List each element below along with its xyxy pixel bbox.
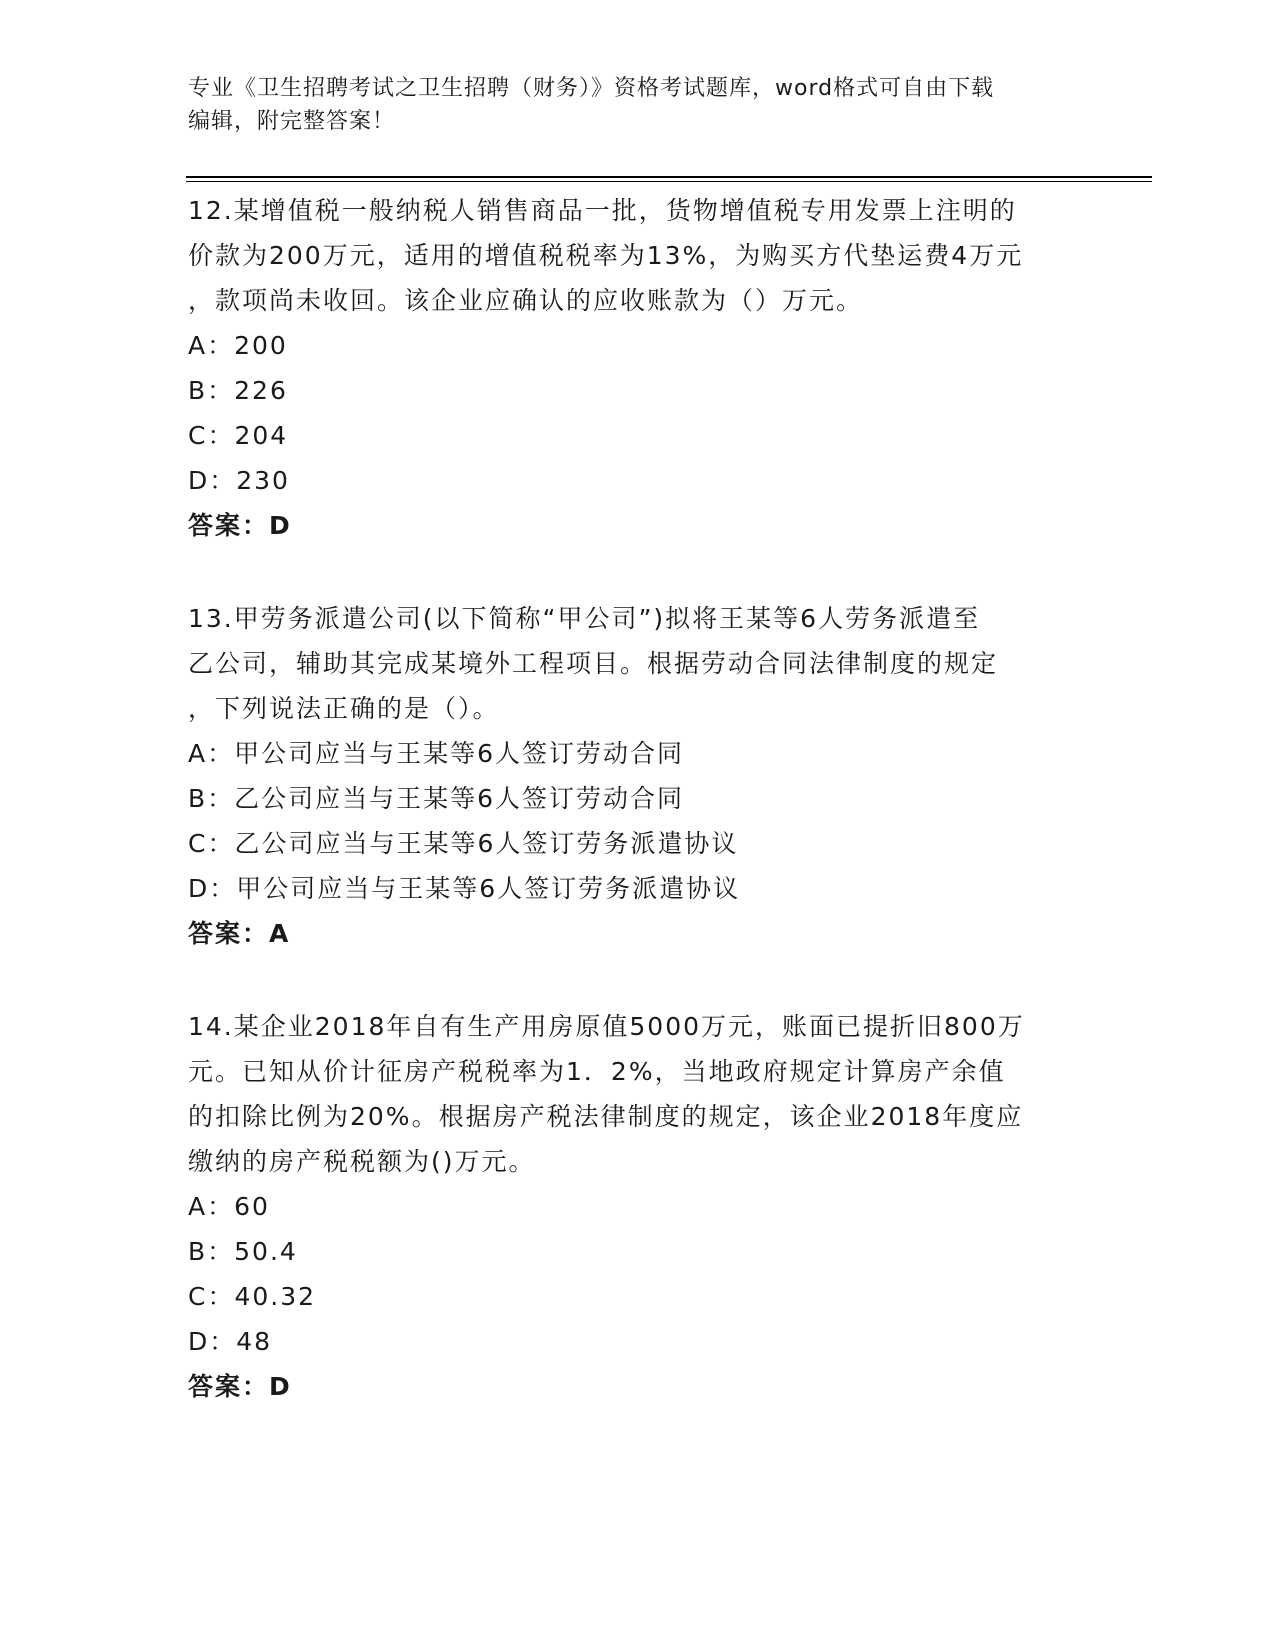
- option-d: D：230: [188, 466, 290, 495]
- question-text-line: ，款项尚未收回。该企业应确认的应收账款为（）万元。: [188, 286, 864, 315]
- option-d: D：甲公司应当与王某等6人签订劳务派遣协议: [188, 874, 741, 903]
- question-12: [188, 188, 1148, 548]
- question-text-line: 14.某企业2018年自有生产用房原值5000万元，账面已提折旧800万: [188, 1012, 1025, 1041]
- header-line: 编辑，附完整答案！: [188, 109, 396, 134]
- question-text-line: 13.甲劳务派遣公司(以下简称“甲公司”)拟将王某等6人劳务派遣至: [188, 604, 981, 633]
- option-b: B：226: [188, 376, 288, 405]
- question-text-line: 缴纳的房产税税额为()万元。: [188, 1147, 536, 1176]
- answer-label: 答案：D: [188, 1372, 292, 1401]
- header-line: 专业《卫生招聘考试之卫生招聘（财务）》资格考试题库，word格式可自由下载: [188, 76, 995, 101]
- option-b: B：乙公司应当与王某等6人签订劳动合同: [188, 784, 685, 813]
- option-d: D：48: [188, 1327, 273, 1356]
- question-text-line: 价款为200万元，适用的增值税税率为13%，为购买方代垫运费4万元: [188, 241, 1024, 270]
- option-b: B：50.4: [188, 1237, 298, 1266]
- question-13: [188, 596, 1148, 956]
- question-text-line: ，下列说法正确的是（）。: [188, 694, 500, 723]
- answer-label: 答案：A: [188, 919, 291, 948]
- question-text-line: 乙公司，辅助其完成某境外工程项目。根据劳动合同法律制度的规定: [188, 649, 999, 678]
- header-divider-thick: [186, 176, 1152, 178]
- option-c: C：204: [188, 421, 289, 450]
- option-c: C：乙公司应当与王某等6人签订劳务派遣协议: [188, 829, 739, 858]
- answer-label: 答案：D: [188, 511, 292, 540]
- question-text-line: 元。已知从价计征房产税税率为1．2%，当地政府规定计算房产余值: [188, 1057, 1006, 1086]
- option-a: A：200: [188, 331, 288, 360]
- header-divider-thin: [186, 181, 1152, 182]
- question-14: [188, 1004, 1148, 1409]
- question-text-line: 的扣除比例为20%。根据房产税法律制度的规定，该企业2018年度应: [188, 1102, 1024, 1131]
- question-text-line: 12.某增值税一般纳税人销售商品一批，货物增值税专用发票上注明的: [188, 196, 1017, 225]
- option-a: A：60: [188, 1192, 270, 1221]
- option-c: C：40.32: [188, 1282, 317, 1311]
- document-header: [188, 72, 1088, 138]
- option-a: A：甲公司应当与王某等6人签订劳动合同: [188, 739, 685, 768]
